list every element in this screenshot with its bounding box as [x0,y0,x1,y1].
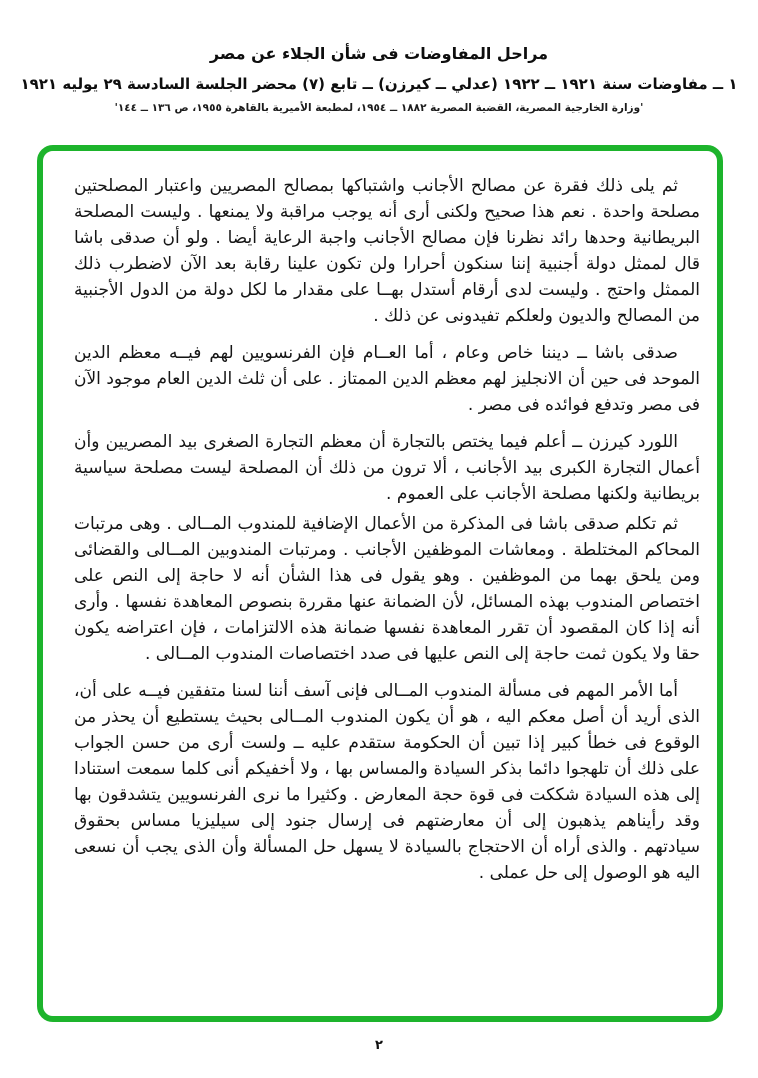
body-paragraph: صدقى باشا ــ ديننا خاص وعام ، أما العــام فإن الفرنسويين لهم فيــه معظم الدين الموحد فى حين أن الانجليز لهم معظم الدين الممتاز . على أن ثلث الدين العام موجود الآن فى مصر وتدفع فوائده فى مصر . [74,343,700,415]
document-header [0,44,758,114]
document-body [74,173,700,886]
document-subtitle: ١ ــ مفاوضات سنة ١٩٢١ ــ ١٩٢٢ (عدلي ــ كيرزن) ــ تابع (٧) محضر الجلسة السادسة ٢٩ يوليه ١٩٢١ [20,75,738,93]
body-paragraph: اللورد كيرزن ــ أعلم فيما يختص بالتجارة أن معظم التجارة الصغرى بيد المصريين وأن أعمال التجارة الكبرى بيد الأجانب ، ألا ترون من ذلك أن المصلحة ليست مصلحة سياسية بريطانية ولكنها مصلحة الأجانب على العموم . [74,432,700,504]
body-paragraph: أما الأمر المهم فى مسألة المندوب المــالى فإنى آسف أننا لسنا متفقين فيــه على أن، الذى أريد أن أصل معكم اليه ، هو أن يكون المندوب المــالى بحيث يستطيع أن يحذر من الوقوع فى خطأ كبير إذا تبين أن الحكومة ستقدم عليه ــ ولست أرى من حسن الجواب على ذلك أن تلهجوا دائما بذكر السيادة والمساس بها ، ولا أخفيكم أنى كلما سمعت استنادا إلى هذه السيادة شككت فى قوة حجة المعارض . وكثيرا ما نرى الفرنسويين يتشدقون بها وقد رأيناهم يذهبون إلى أن معارضتهم فى إرسال جنود إلى سيليزيا مساس بحقوق سيادتهم . والذى أراه أن الاحتجاج بالسيادة لا يسهل حل المسألة وأن الذى يجب أن نسعى اليه هو الوصول إلى حل عملى . [74,681,700,883]
page-title: مراحل المفاوضات فى شأن الجلاء عن مصر [209,44,549,63]
source-citation: 'وزارة الخارجية المصرية، القضية المصرية ١٨٨٢ ــ ١٩٥٤، لمطبعة الأميرية بالقاهرة ١٩٥٥، ص ١٣٦ ــ ١٤٤' [114,102,644,114]
page-number: ٢ [375,1038,383,1053]
body-paragraph: ثم تكلم صدقى باشا فى المذكرة من الأعمال الإضافية للمندوب المــالى . وهى مرتبات المحاكم المختلطة . ومعاشات الموظفين الأجانب . ومرتبات المندوبين المــالى والقضائى ومن يلحق بهما من الموظفين . وهو يقول فى هذا الشأن أنه لا حاجة إلى النص على اختصاص المندوب بهذه المسائل، لأن الضمانة عنها مقررة بنصوص المعاهدة نفسها . وأرى أنه إذا كان المقصود أن تقرر المعاهدة نفسها ضمانة هذه الالتزامات ، فإن اعتراضه يكون حقا ولا يكون ثمت حاجة إلى النص عليها فى صدد اختصاصات المندوب المــالى . [74,514,700,664]
body-paragraph: ثم يلى ذلك فقرة عن مصالح الأجانب واشتباكها بمصالح المصريين واعتبار المصلحتين مصلحة واحدة . نعم هذا صحيح ولكنى أرى أنه يوجب مراقبة ولا يمنعها . وليست المصلحة البريطانية وحدها رائد نظرنا فإن مصالح الأجانب واجبة الرعاية أيضا . ولو أن صدقى باشا قال لممثل دولة أجنبية إننا سنكون أحرارا ولن تكون علينا رقابة بعد الآن لاضطرب ذلك الممثل واحتج . وليست لدى أرقام أستدل بهــا على مقدار ما لكل دولة من الدول الأجنبية من المصالح والديون ولعلكم تفيدونى عن ذلك . [74,176,700,326]
